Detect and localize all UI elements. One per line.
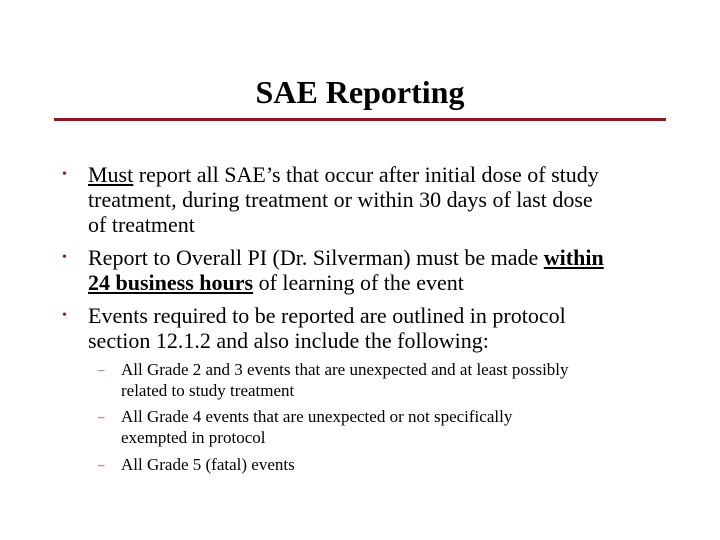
bullet-1-line-3: [88, 212, 195, 237]
text-run: of treatment: [88, 212, 195, 237]
emphasis-24-business-hours: 24 business hours: [88, 270, 254, 295]
sub-bullet-3-line-1: All Grade 5 (fatal) events: [121, 455, 295, 474]
bullet-2-line-1: [88, 245, 604, 270]
bullet-marker: •: [62, 250, 67, 265]
bullet-marker: •: [62, 308, 67, 323]
slide-title: SAE Reporting: [255, 74, 465, 110]
sub-bullet-2-line-2: exempted in protocol: [121, 428, 266, 447]
bullet-marker: •: [62, 167, 67, 182]
bullet-1-line-1: [88, 162, 599, 187]
text-run: of learning of the event: [253, 270, 464, 295]
bullet-2-line-2: [88, 270, 464, 295]
sub-bullet-1-line-2: related to study treatment: [121, 381, 295, 400]
sub-bullet-marker: –: [98, 409, 105, 424]
text-run: Events required to be reported are outlined in protocol: [88, 303, 566, 328]
title-underline-rule: [54, 118, 666, 121]
emphasis-must: Must: [88, 162, 134, 187]
emphasis-within: within: [543, 245, 604, 270]
sub-bullet-marker: –: [98, 457, 105, 472]
sub-bullet-marker: –: [98, 362, 105, 377]
bullet-1-line-2: [88, 187, 593, 212]
bullet-3-line-2: [88, 328, 489, 353]
bullet-3-line-1: [88, 303, 566, 328]
sub-bullet-1-line-1: All Grade 2 and 3 events that are unexpected and at least possibly: [121, 360, 569, 379]
sub-bullet-2-line-1: All Grade 4 events that are unexpected or not specifically: [121, 407, 513, 426]
text-run: report all SAE’s that occur after initial dose of study: [133, 162, 599, 187]
text-run: treatment, during treatment or within 30 days of last dose: [88, 187, 593, 212]
text-run: section 12.1.2 and also include the following:: [88, 328, 489, 353]
text-run: Report to Overall PI (Dr. Silverman) must be made: [88, 245, 544, 270]
